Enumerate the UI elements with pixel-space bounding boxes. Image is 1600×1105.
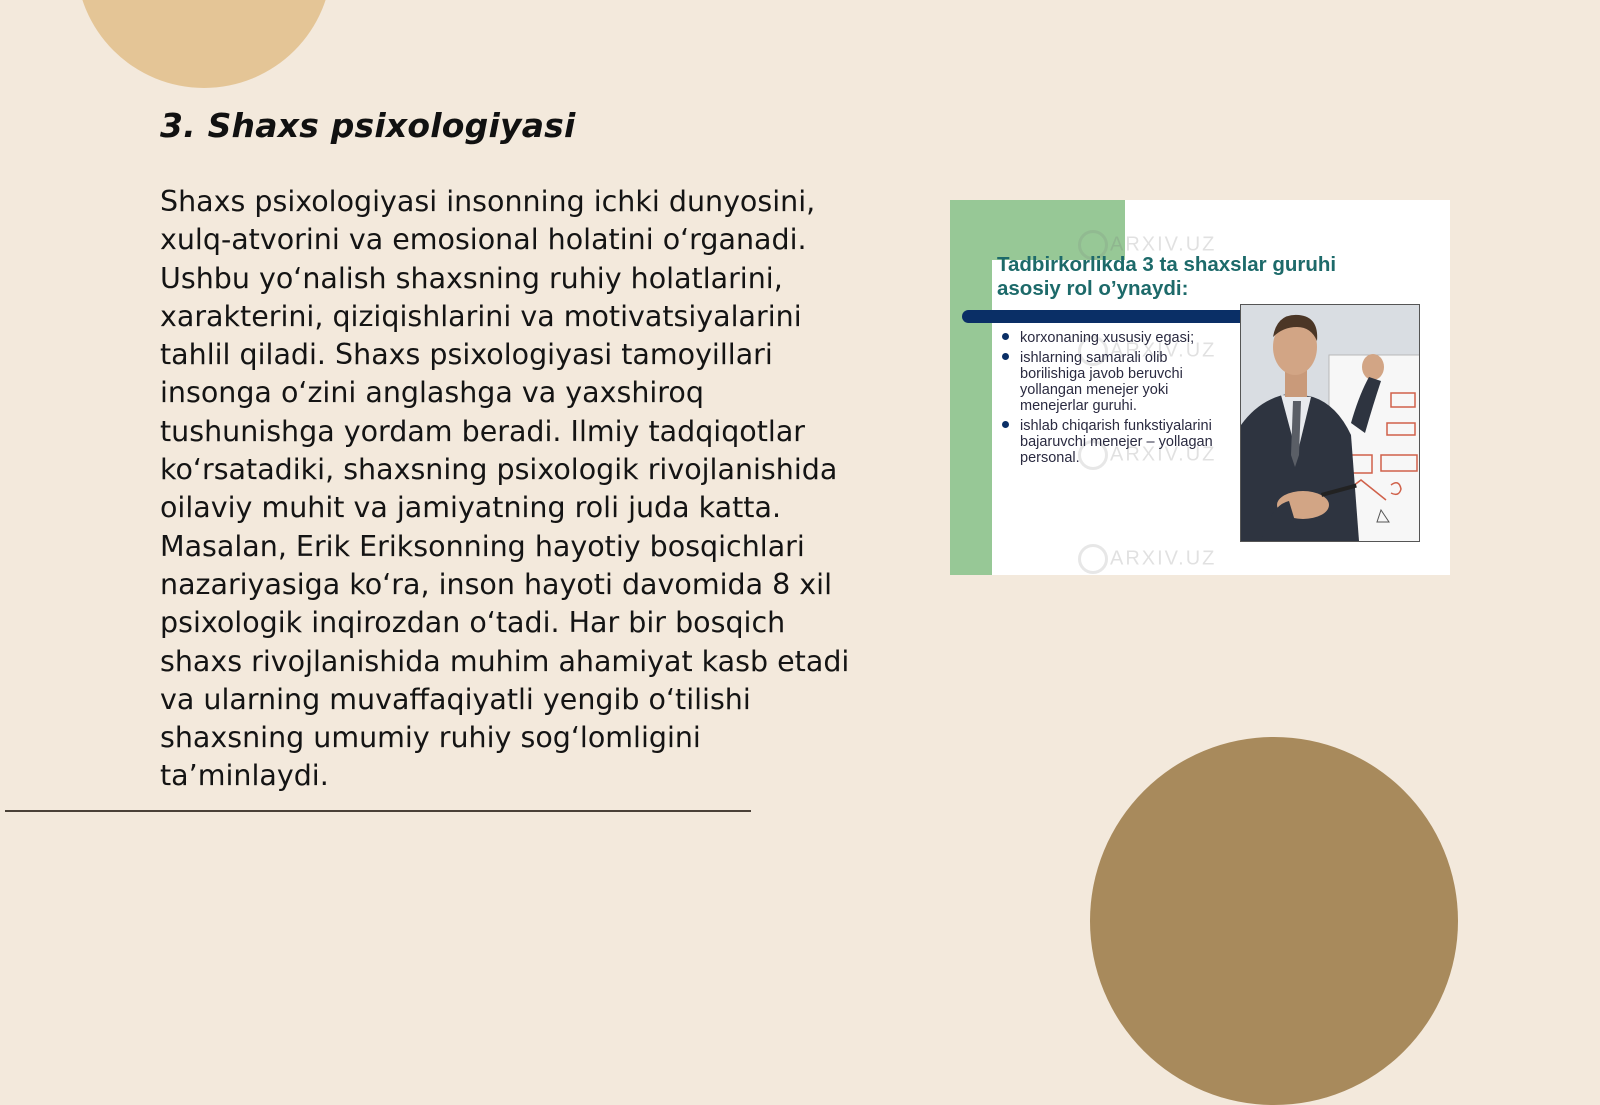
decorative-line <box>5 810 751 812</box>
watermark-1: ARXIV.UZ <box>1078 230 1216 260</box>
watermark-2: ARXIV.UZ <box>1078 336 1216 366</box>
slide-body-text: Shaxs psixologiyasi insonning ichki dunyosini, xulq-atvorini va emosional holatini o‘rganadi. Ushbu yo‘nalish shaxsning ruhiy holatlarini, xarakterini, qiziqishlarini va motivatsiyalarini tahlil qiladi. Shaxs psixologiyasi tamoyillari insonga o‘zini anglashga va yaxshiroq tushunishga yordam beradi. Ilmiy tadqiqotlar ko‘rsatadiki, shaxsning psixologik rivojlanishida oilaviy muhit va jamiyatning roli juda katta. Masalan, Erik Eriksonning hayotiy bosqichlari nazariyasiga ko‘ra, inson hayoti davomida 8 xil psixologik inqirozdan o‘tadi. Har bir bosqich shaxs rivojlanishida muhim ahamiyat kasb etadi va ularning muvaffaqiyatli yengib o‘tilishi shaxsning umumiy ruhiy sog‘lomligini ta’minlaydi. <box>160 185 850 793</box>
bullet-dot-icon <box>1002 353 1009 360</box>
image-bullet-item: ishlab chiqarish funkstiyalarini bajaruvchi menejer – yollagan personal. <box>1002 418 1222 466</box>
watermark-4: ARXIV.UZ <box>1078 544 1216 574</box>
decorative-circle-bottom <box>1090 737 1458 1105</box>
bullet-dot-icon <box>1002 333 1009 340</box>
bullet-dot-icon <box>1002 421 1009 428</box>
embedded-slide-image <box>950 200 1450 575</box>
watermark-3: ARXIV.UZ <box>1078 440 1216 470</box>
decorative-circle-top <box>76 0 332 88</box>
image-bullet-item: korxonaning xususiy egasi; <box>1002 330 1222 346</box>
image-slide-title: Tadbirkorlikda 3 ta shaxslar guruhi asosiy rol o’ynaydi: <box>997 253 1337 300</box>
image-title-bar <box>962 310 1262 323</box>
slide-title: 3. Shaxs psixologiyasi <box>160 106 576 145</box>
image-green-band-left <box>950 200 992 575</box>
businessman-presenting-icon <box>1240 304 1420 542</box>
image-bullet-list <box>1002 330 1222 470</box>
image-bullet-item: ishlarning samarali olib borilishiga javob beruvchi yollangan menejer yoki menejerlar guruhi. <box>1002 350 1222 414</box>
